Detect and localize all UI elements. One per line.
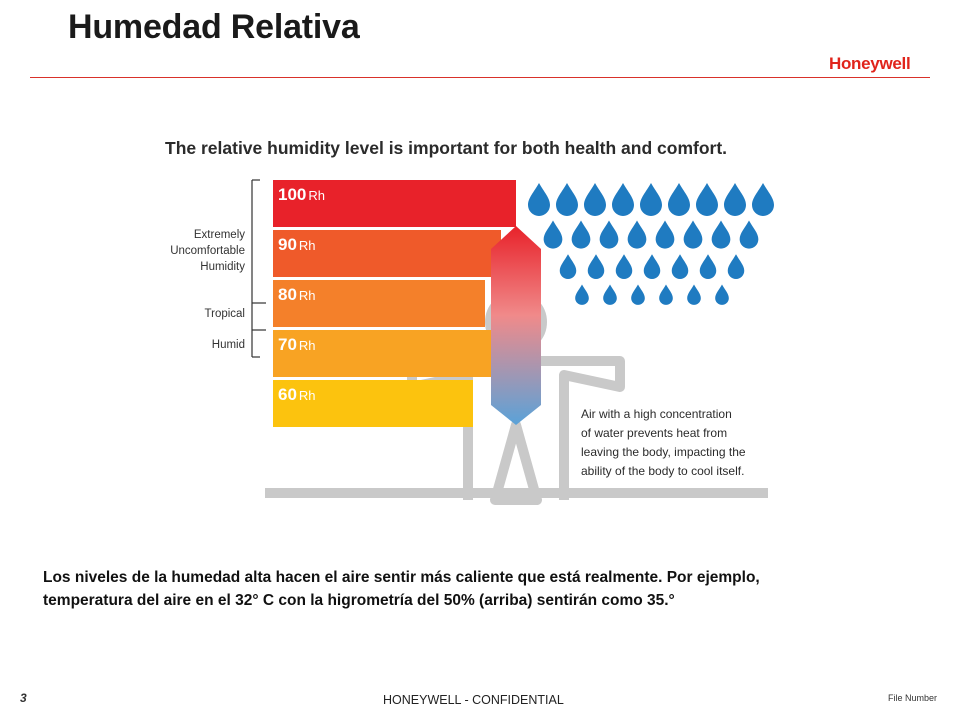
water-drop-icon — [700, 254, 717, 279]
zone-extreme-line3: Humidity — [200, 261, 245, 273]
note-line4: ability of the body to cool itself. — [581, 464, 745, 478]
water-drop-icon — [672, 254, 689, 279]
water-drop-icon — [640, 183, 662, 216]
zone-humid: Humid — [211, 339, 245, 351]
humidity-band-label-90: 90 Rh — [278, 235, 316, 254]
infographic-note — [581, 407, 746, 478]
water-drop-icon — [572, 221, 591, 249]
infographic-svg — [150, 125, 790, 505]
water-drop-icon — [600, 221, 619, 249]
water-drop-icon — [631, 284, 645, 304]
water-drop-icon — [603, 284, 617, 304]
file-number-label: File Number — [888, 693, 938, 703]
water-drop-icon — [712, 221, 731, 249]
page-number: 3 — [20, 691, 27, 705]
humidity-bands — [273, 180, 516, 427]
water-drop-icon — [528, 183, 550, 216]
water-drop-icon — [684, 221, 703, 249]
slide-title: Humedad Relativa — [68, 8, 360, 46]
humidity-band-label-60: 60 Rh — [278, 385, 316, 404]
water-drop-icon — [656, 221, 675, 249]
water-drop-icon — [544, 221, 563, 249]
scale-bracket — [252, 180, 266, 357]
water-drop-icon — [659, 284, 673, 304]
slide-caption — [43, 566, 923, 612]
zone-extreme-line1: Extremely — [193, 229, 245, 241]
water-drop-icon — [628, 221, 647, 249]
note-line3: leaving the body, impacting the — [581, 445, 746, 459]
humidity-band-label-100: 100 Rh — [278, 185, 325, 204]
water-drop-icon — [715, 284, 729, 304]
water-drop-icon — [616, 254, 633, 279]
water-drop-icon — [584, 183, 606, 216]
water-drop-icon — [644, 254, 661, 279]
water-drop-icon — [560, 254, 577, 279]
water-drop-icon — [556, 183, 578, 216]
caption-line-1: Los niveles de la humedad alta hacen el aire sentir más caliente que está realmente. Por ejemplo, — [43, 569, 760, 586]
water-drop-icon — [575, 284, 589, 304]
water-drops — [528, 183, 774, 305]
zone-extreme-line2: Uncomfortable — [170, 245, 245, 257]
note-line1: Air with a high concentration — [581, 407, 732, 421]
water-drop-icon — [728, 254, 745, 279]
water-drop-icon — [752, 183, 774, 216]
confidential-label: HONEYWELL - CONFIDENTIAL — [383, 693, 564, 707]
humidity-band-label-80: 80 Rh — [278, 285, 316, 304]
humidity-infographic — [150, 125, 790, 505]
water-drop-icon — [687, 284, 701, 304]
water-drop-icon — [724, 183, 746, 216]
thermometer-arrow — [491, 226, 541, 425]
water-drop-icon — [588, 254, 605, 279]
humidity-band-label-70: 70 Rh — [278, 335, 316, 354]
water-drop-icon — [668, 183, 690, 216]
zone-labels — [170, 229, 245, 351]
honeywell-logo: Honeywell — [829, 54, 911, 73]
water-drop-icon — [740, 221, 759, 249]
infographic-heading: The relative humidity level is important for both health and comfort. — [165, 138, 728, 158]
water-drop-icon — [696, 183, 718, 216]
caption-line-2: temperatura del aire en el 32° C con la higrometría del 50% (arriba) sentirán como 35.° — [43, 592, 675, 609]
note-line2: of water prevents heat from — [581, 426, 728, 440]
title-divider — [30, 77, 930, 78]
water-drop-icon — [612, 183, 634, 216]
zone-tropical: Tropical — [204, 308, 245, 320]
